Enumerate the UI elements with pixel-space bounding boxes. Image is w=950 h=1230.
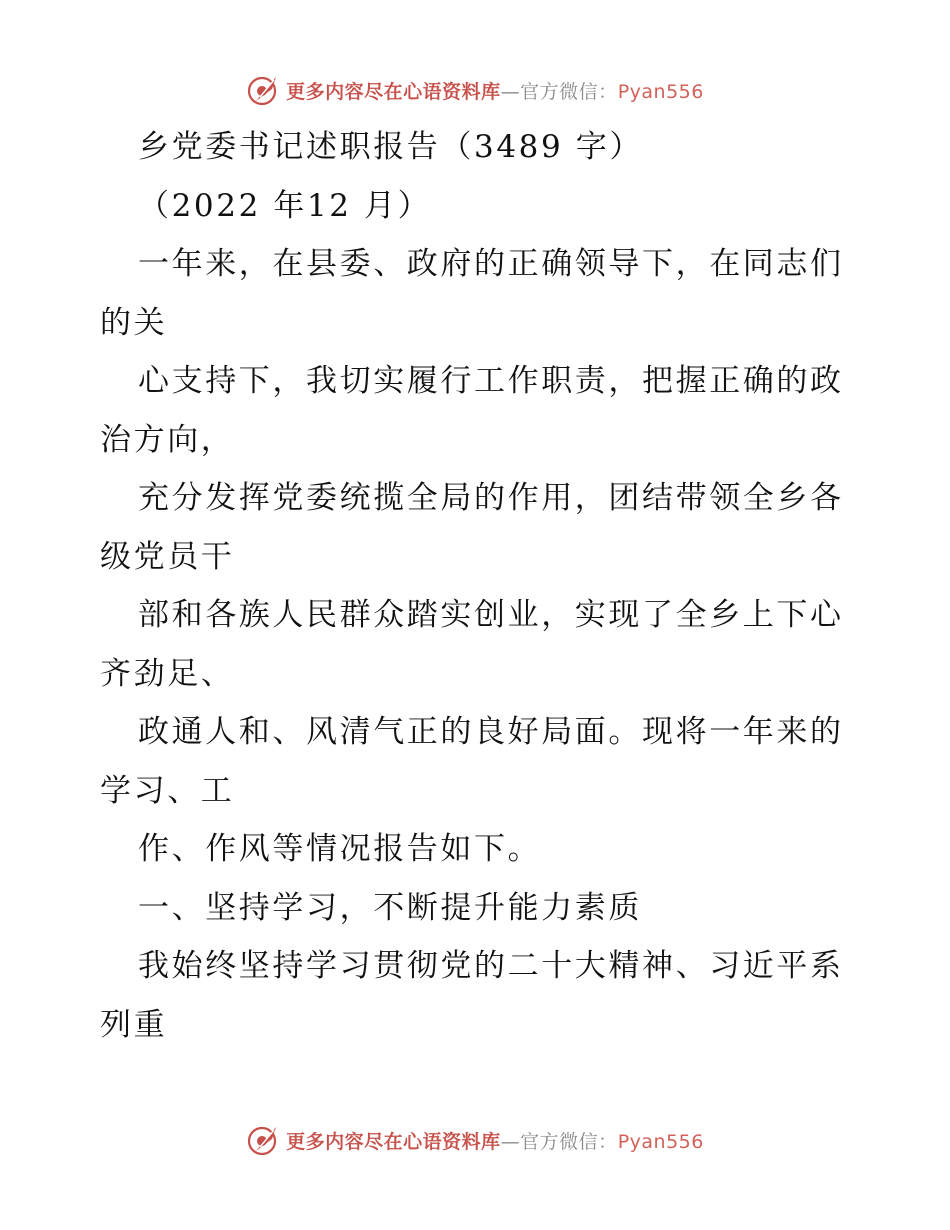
text-line: 心支持下，我切实履行工作职责，把握正确的政 [138, 363, 844, 399]
text-line: 齐劲足、 [100, 655, 235, 692]
quill-logo-icon [246, 1123, 280, 1157]
watermark-text: 更多内容尽在心语资料库—官方微信：Pyan556 [286, 80, 704, 103]
quill-logo-icon [246, 73, 280, 107]
footer-watermark [0, 1120, 950, 1160]
text-line: 部和各族人民群众踏实创业，实现了全乡上下心 [138, 597, 844, 633]
document-paragraphs [100, 235, 860, 1054]
document-date: （2022 年12 月） [138, 187, 432, 224]
text-line: 治方向， [100, 421, 235, 458]
watermark-text: 更多内容尽在心语资料库—官方微信：Pyan556 [286, 1130, 704, 1153]
text-line: 我始终坚持学习贯彻党的二十大精神、习近平系 [138, 948, 844, 984]
header-watermark [0, 70, 950, 110]
document-body [100, 118, 860, 1054]
text-line: 的关 [100, 304, 168, 341]
text-line: 政通人和、风清气正的良好局面。现将一年来的 [138, 714, 844, 750]
text-line: 充分发挥党委统揽全局的作用，团结带领全乡各 [138, 480, 844, 516]
text-line: 级党员干 [100, 538, 235, 575]
text-line: 一、坚持学习，不断提升能力素质 [138, 889, 642, 926]
text-line: 学习、工 [100, 772, 235, 809]
text-line: 一年来，在县委、政府的正确领导下，在同志们 [138, 246, 844, 282]
text-line: 作、作风等情况报告如下。 [138, 831, 542, 867]
text-line: 列重 [100, 1006, 168, 1043]
document-title: 乡党委书记述职报告（3489 字） [138, 129, 643, 165]
